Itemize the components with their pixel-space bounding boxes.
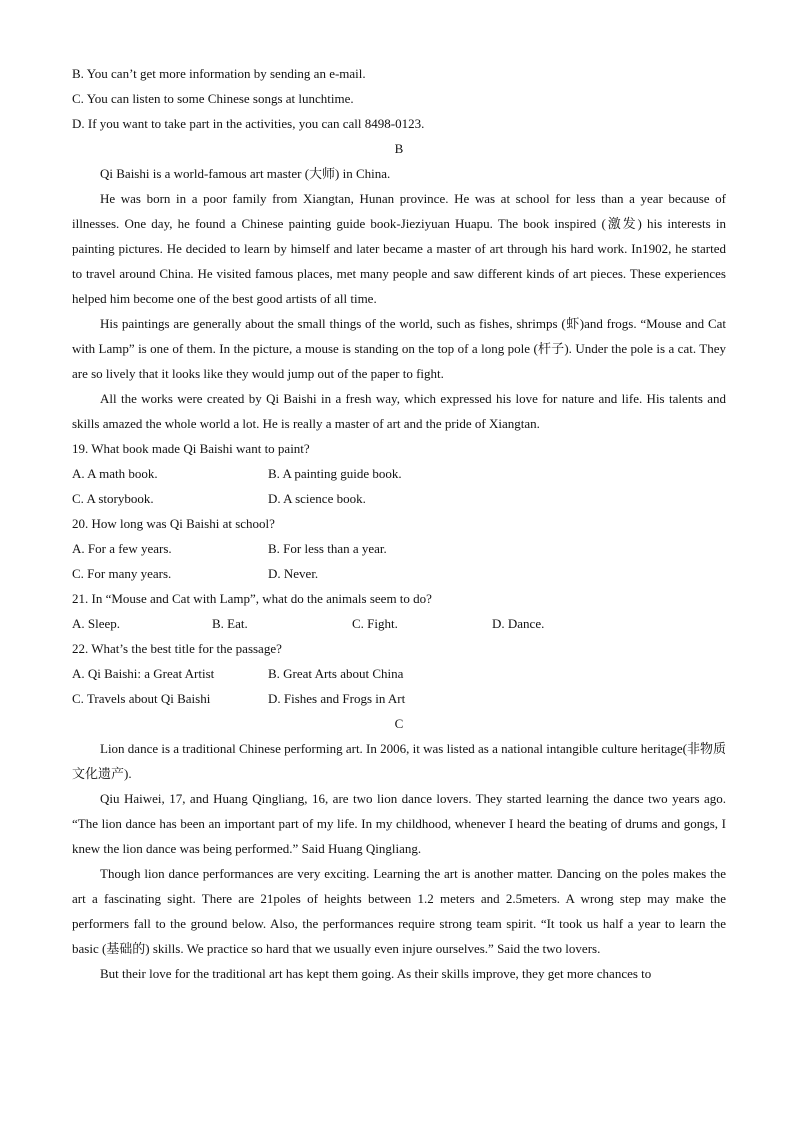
option-d: D. Fishes and Frogs in Art xyxy=(268,691,406,706)
option-d: D. Dance. xyxy=(492,616,545,631)
option-b: B. A painting guide book. xyxy=(268,466,402,481)
question-options xyxy=(72,686,726,711)
option-b: B. Eat. xyxy=(212,616,248,631)
question-options xyxy=(72,536,726,561)
passage-paragraph: Qiu Haiwei, 17, and Huang Qingliang, 16, are two lion dance lovers. They started learning the dance two years ago. “The lion dance has been an important part of my life. In my childhood, whenever I heard the beating of drums and gongs, I knew the lion dance was being performed.” Said Huang Qingliang. xyxy=(72,791,726,856)
question-stem: 22. What’s the best title for the passage? xyxy=(72,641,282,656)
option-d: D. A science book. xyxy=(268,491,366,506)
option-d: D. Never. xyxy=(268,566,319,581)
question-options xyxy=(72,661,726,686)
question-stem: 21. In “Mouse and Cat with Lamp”, what do the animals seem to do? xyxy=(72,591,432,606)
option-line: B. You can’t get more information by sending an e-mail. xyxy=(72,66,366,81)
passage-paragraph: His paintings are generally about the small things of the world, such as fishes, shrimps (虾)and frogs. “Mouse and Cat with Lamp” is one of them. In the picture, a mouse is standing on the top of a long pole (杆子). Under the pole is a cat. They are so lively that it looks like they would jump out of the paper to fight. xyxy=(72,316,726,381)
option-a: A. For a few years. xyxy=(72,541,172,556)
section-c-heading: C xyxy=(394,716,404,731)
option-b: B. Great Arts about China xyxy=(268,666,404,681)
passage-paragraph: Qi Baishi is a world-famous art master (大师) in China. xyxy=(100,166,391,181)
question-options xyxy=(72,611,726,636)
option-a: A. A math book. xyxy=(72,466,158,481)
passage-paragraph: He was born in a poor family from Xiangtan, Hunan province. He was at school for less than a year because of illnesses. One day, he found a Chinese painting guide book-Jieziyuan Huapu. The book inspired (激发) his interests in painting pictures. He decided to learn by himself and later became a master of art through his hard work. In1902, he started to travel around China. He visited famous places, met many people and saw different kinds of art pieces. These experiences helped him become one of the best good artists of all time. xyxy=(72,191,726,306)
option-line: C. You can listen to some Chinese songs at lunchtime. xyxy=(72,91,354,106)
option-line: D. If you want to take part in the activities, you can call 8498-0123. xyxy=(72,116,425,131)
passage-paragraph: But their love for the traditional art has kept them going. As their skills improve, they get more chances to xyxy=(100,966,652,981)
passage-paragraph: Lion dance is a traditional Chinese performing art. In 2006, it was listed as a national intangible culture heritage(非物质文化遗产). xyxy=(72,741,726,781)
question-options xyxy=(72,486,726,511)
passage-paragraph: All the works were created by Qi Baishi in a fresh way, which expressed his love for nature and life. His talents and skills amazed the whole world a lot. He is really a master of art and the pride of Xiangtan. xyxy=(72,391,726,431)
option-a: A. Sleep. xyxy=(72,616,121,631)
question-options xyxy=(72,561,726,586)
question-stem: 20. How long was Qi Baishi at school? xyxy=(72,516,275,531)
question-options xyxy=(72,461,726,486)
option-c: C. A storybook. xyxy=(72,491,154,506)
option-c: C. For many years. xyxy=(72,566,172,581)
option-c: C. Fight. xyxy=(352,616,398,631)
option-b: B. For less than a year. xyxy=(268,541,387,556)
passage-paragraph: Though lion dance performances are very exciting. Learning the art is another matter. Dancing on the poles makes the art a fascinating sight. There are 21poles of heights between 1.2 meters and 2.5meters. A wrong step may make the performers fall to the ground below. Also, the performances require strong team spirit. “It took us half a year to learn the basic (基础的) skills. We practice so hard that we usually even injure ourselves.” Said the two lovers. xyxy=(72,866,726,956)
question-stem: 19. What book made Qi Baishi want to paint? xyxy=(72,441,310,456)
section-b-heading: B xyxy=(394,141,404,156)
option-a: A. Qi Baishi: a Great Artist xyxy=(72,666,215,681)
option-c: C. Travels about Qi Baishi xyxy=(72,691,211,706)
